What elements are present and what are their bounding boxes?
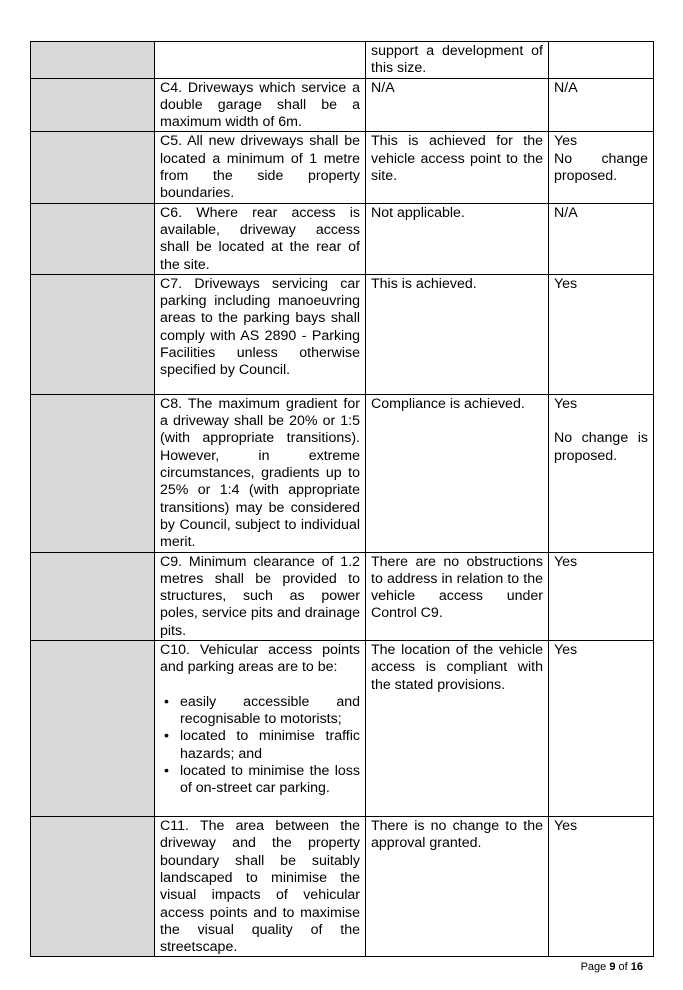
control-bullet-list	[160, 694, 360, 798]
page-label: Page	[580, 961, 610, 973]
response-cell: Not applicable.	[366, 203, 549, 274]
compliance-value: Yes	[554, 133, 578, 150]
table-row	[31, 42, 654, 79]
bullet-icon: •	[164, 762, 169, 779]
response-cell: N/A	[366, 78, 549, 132]
current-page: 9	[609, 961, 616, 973]
compliance-cell	[549, 42, 654, 79]
total-pages: 16	[630, 961, 643, 973]
compliance-table	[30, 41, 654, 957]
bullet-icon: •	[164, 728, 169, 745]
compliance-note: No change proposed.	[554, 150, 648, 185]
compliance-cell	[549, 394, 654, 552]
bullet-icon: •	[164, 693, 169, 710]
response-cell: This is achieved for the vehicle access point to the site.	[366, 132, 549, 203]
control-cell: C8. The maximum gradient for a driveway shall be 20% or 1:5 (with appropriate transitions). However, in extreme circumstances, gradients up to 25% or 1:4 (with appropriate transitions) may be considered by Council, subject to individual merit.	[155, 394, 366, 552]
compliance-cell: Yes	[549, 552, 654, 640]
page-of-label: of	[615, 961, 631, 973]
control-cell: C11. The area between the driveway and the property boundary shall be suitably landscaped to minimise the visual impacts of vehicular access points and to maximise the visual quality of the streetscape.	[155, 817, 366, 957]
control-cell: C5. All new driveways shall be located a minimum of 1 metre from the side property boundaries.	[155, 132, 366, 203]
control-cell: C7. Driveways servicing car parking including manoeuvring areas to the parking bays shall comply with AS 2890 - Parking Facilities unless otherwise specified by Council.	[155, 274, 366, 394]
bullet-text: located to minimise traffic hazards; and	[180, 728, 360, 762]
compliance-cell: N/A	[549, 203, 654, 274]
list-item	[164, 728, 360, 763]
table-row	[31, 552, 654, 640]
response-cell: There are no obstructions to address in relation to the vehicle access under Control C9.	[366, 552, 549, 640]
bullet-text: easily accessible and recognisable to motorists;	[180, 693, 360, 727]
section-cell	[31, 817, 155, 957]
section-cell	[31, 78, 155, 132]
list-item	[164, 762, 360, 798]
list-item	[164, 693, 360, 729]
section-cell	[31, 132, 155, 203]
section-cell	[31, 274, 155, 394]
control-cell: C4. Driveways which service a double garage shall be a maximum width of 6m.	[155, 78, 366, 132]
response-cell: There is no change to the approval granted.	[366, 817, 549, 957]
table-row	[31, 203, 654, 274]
bullet-text: located to minimise the loss of on-street car parking.	[180, 762, 360, 797]
compliance-cell: Yes	[549, 641, 654, 817]
control-cell: C6. Where rear access is available, driveway access shall be located at the rear of the site.	[155, 203, 366, 274]
compliance-cell: Yes	[549, 274, 654, 394]
compliance-note: No change is proposed.	[554, 430, 648, 464]
table-row	[31, 78, 654, 132]
section-cell	[31, 394, 155, 552]
response-cell: Compliance is achieved.	[366, 394, 549, 552]
response-cell: This is achieved.	[366, 274, 549, 394]
table-row	[31, 274, 654, 394]
control-intro: C10. Vehicular access points and parking areas are to be:	[160, 642, 360, 676]
table-row	[31, 817, 654, 957]
control-cell	[155, 42, 366, 79]
compliance-value: Yes	[554, 395, 578, 412]
compliance-cell	[549, 132, 654, 203]
section-cell	[31, 641, 155, 817]
control-cell: C9. Minimum clearance of 1.2 metres shall be provided to structures, such as power poles, service pits and drainage pits.	[155, 552, 366, 640]
response-cell: support a development of this size.	[366, 42, 549, 79]
table-row	[31, 132, 654, 203]
compliance-cell: N/A	[549, 78, 654, 132]
table-row	[31, 641, 654, 817]
section-cell	[31, 42, 155, 79]
table-row	[31, 394, 654, 552]
control-cell	[155, 641, 366, 817]
page-number-footer	[581, 960, 643, 974]
section-cell	[31, 203, 155, 274]
compliance-cell: Yes	[549, 817, 654, 957]
response-cell: The location of the vehicle access is compliant with the stated provisions.	[366, 641, 549, 817]
section-cell	[31, 552, 155, 640]
